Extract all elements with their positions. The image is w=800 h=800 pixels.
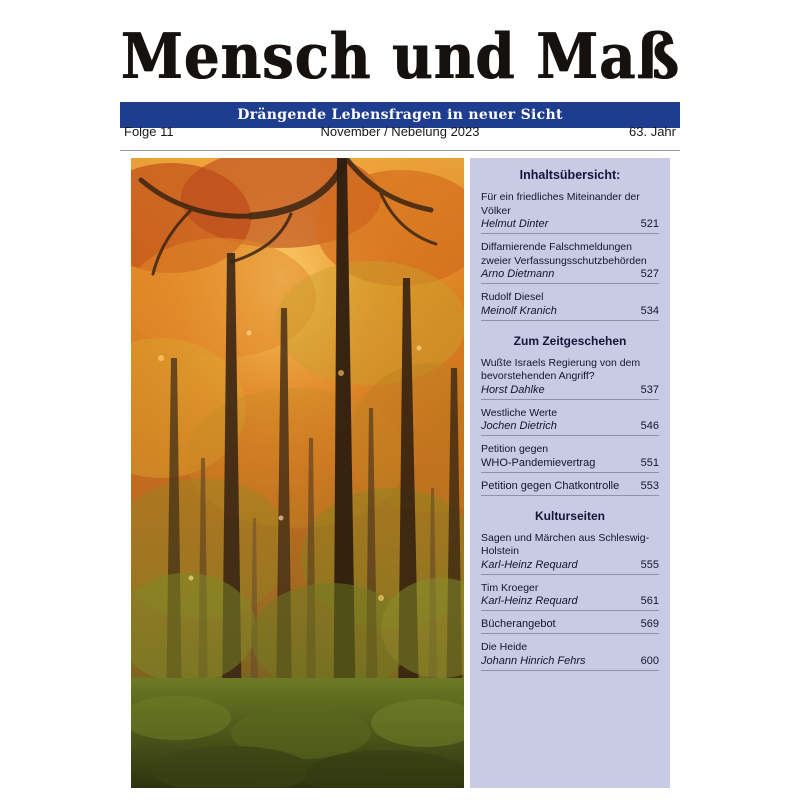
contents-entry[interactable] [481,191,659,234]
issue-year: 63. Jahr [629,124,676,139]
entry-title-line: Für ein friedliches Miteinander der [481,191,640,203]
entry-author: Johann Hinrich Fehrs [481,654,586,667]
contents-title: Inhaltsübersicht: [519,168,621,182]
section-heading-kulturseiten: Kulturseiten [534,508,605,523]
contents-entry[interactable] [481,641,659,671]
entry-title-line: bevorstehenden Angriff? [481,370,595,382]
contents-entry[interactable] [481,582,659,612]
entry-author: WHO-Pandemievertrag [481,456,596,469]
entry-title-line: zweier Verfassungsschutzbehörden [481,254,647,267]
contents-entry[interactable] [481,532,659,575]
entry-author: Karl-Heinz Requard [481,558,578,571]
entry-page: 521 [640,218,659,230]
cover-photo [131,158,464,788]
entry-author: Jochen Dietrich [481,420,557,432]
entry-author: Horst Dahlke [481,383,545,396]
contents-entry[interactable] [481,241,659,284]
entry-author: Bücherangebot [481,618,556,630]
entry-title-line: Holstein [481,545,519,557]
issue-date: November / Nebelung 2023 [320,124,480,139]
entry-page: 537 [640,383,659,396]
entry-page: 534 [640,304,659,317]
entry-page: 561 [640,595,659,607]
entry-page: 551 [640,456,659,469]
autumn-forest-illustration [131,158,464,788]
entry-page: 527 [640,268,659,280]
magazine-title: Mensch und Maß [120,19,680,94]
contents-entry[interactable] [481,407,659,437]
contents-entry[interactable] [481,443,659,473]
issue-folge: Folge 11 [124,124,174,139]
entry-author: Helmut Dinter [481,218,549,230]
entry-title-line: Westliche Werte [481,406,558,419]
issue-line [120,124,680,151]
masthead [120,19,680,128]
entry-title-line: Petition gegen [481,443,549,455]
entry-title-line: Sagen und Märchen aus Schleswig- [481,531,650,544]
entry-title-line: Die Heide [481,641,528,653]
entry-title-line: Tim Kroeger [481,581,539,594]
section-heading-zeitgeschehen: Zum Zeitgeschehen [513,333,627,348]
entry-title-line: Wußte Israels Regierung von dem [481,356,641,369]
entry-author: Petition gegen Chatkontrolle [481,479,620,492]
entry-page: 569 [640,618,659,630]
magazine-subtitle: Drängende Lebensfragen in neuer Sicht [120,102,680,128]
contents-entry[interactable] [481,291,659,321]
entry-author: Meinolf Kranich [481,304,557,317]
contents-panel [470,158,670,788]
contents-entry[interactable] [481,357,659,400]
entry-page: 600 [640,654,659,667]
entry-page: 546 [640,420,659,432]
entry-author: Karl-Heinz Requard [481,595,578,607]
contents-entry[interactable] [481,480,659,496]
contents-entry[interactable] [481,618,659,634]
entry-author: Arno Dietmann [481,268,555,280]
entry-page: 555 [640,558,659,571]
entry-title-line: Diffamierende Falschmeldungen [481,241,632,253]
entry-title-line: Rudolf Diesel [481,291,544,303]
entry-page: 553 [640,479,659,492]
entry-title-line: Völker [481,204,511,217]
